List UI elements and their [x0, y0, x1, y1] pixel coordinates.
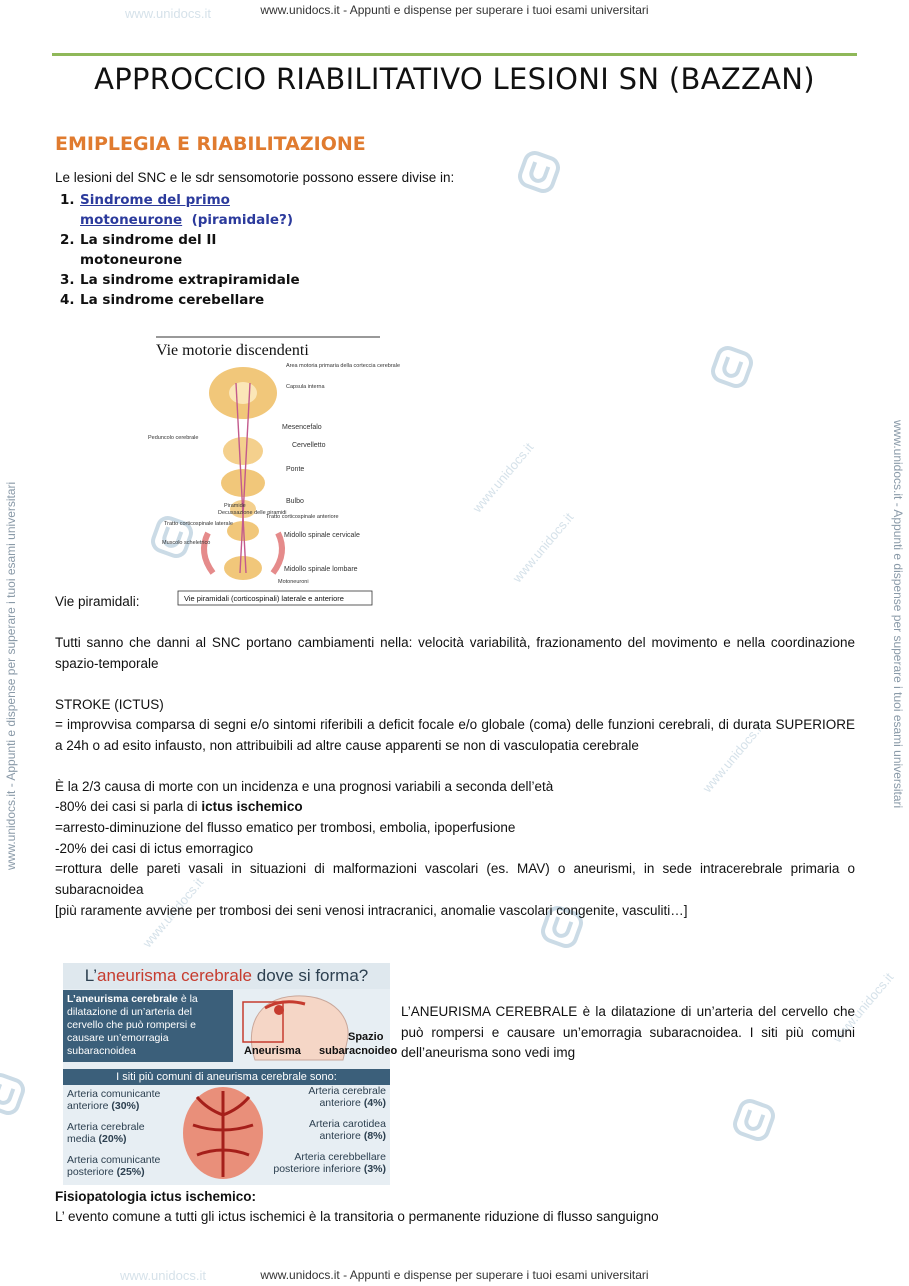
watermark-text: www.unidocs.it [509, 509, 577, 586]
bottom-banner: www.unidocs.it - Appunti e dispense per superare i tuoi esami universitari [260, 1268, 649, 1282]
section-heading: EMIPLEGIA E RIABILITAZIONE [55, 133, 366, 155]
intro-text: Le lesioni del SNC e le sdr sensomotorie possono essere divise in: [55, 170, 455, 185]
header-rule [52, 53, 857, 56]
list-item: 3. La sindrome extrapiramidale [60, 272, 300, 288]
site-item: Arteria comunicante anteriore (30%) [67, 1088, 161, 1112]
side-banner-left: www.unidocs.it - Appunti e dispense per superare i tuoi esami universitari [4, 481, 18, 870]
figure-label: Area motoria primaria della corteccia cerebrale [286, 363, 401, 369]
fisio-text: L’ evento comune a tutti gli ictus ischemici è la transitoria o permanente riduzione di flusso sanguigno [55, 1209, 659, 1224]
infographic-title: L’aneurisma cerebrale dove si forma? [63, 963, 390, 989]
ischemico-definition: =arresto-diminuzione del flusso ematico per trombosi, embolia, ipoperfusione [55, 820, 516, 835]
emorragico-definition: =rottura delle pareti vasali in situazioni di malformazioni vascolari (es. MAV) o aneurismi, in sede intracerebrale primaria o subaracnoidea [55, 861, 855, 897]
sites-left [67, 1088, 160, 1178]
figure-label: Midollo spinale lombare [284, 566, 358, 573]
watermark-logo-icon [0, 1072, 26, 1116]
watermark-logo-icon [710, 345, 754, 389]
stroke-heading: STROKE (ICTUS) [55, 697, 164, 712]
watermark-text: www.unidocs.it [699, 719, 767, 796]
sites-right [273, 1085, 386, 1175]
figure-title: Vie motorie discendenti [156, 342, 309, 359]
figure-label: Decussazione delle piramidi [218, 510, 287, 516]
syndrome-link[interactable]: Sindrome del primo [80, 192, 230, 208]
aneurisma-paragraph: L’ANEURISMA CEREBRALE è la dilatazione di un’arteria del cervello che può rompersi e causare un’emorragia subaracnoidea. I siti più comuni dell’aneurisma sono vedi img [401, 1004, 855, 1061]
label-spazio: Spazio [348, 1031, 384, 1043]
watermark-text: www.unidocs.it [125, 6, 211, 21]
figure-label: Midollo spinale cervicale [284, 532, 360, 539]
side-banner-right: www.unidocs.it - Appunti e dispense per superare i tuoi esami universitari [891, 420, 905, 809]
label-subaracnoideo: subaracnoideo [319, 1045, 398, 1057]
vie-piramidali-label: Vie piramidali: [55, 594, 140, 609]
figure-label: Cervelletto [292, 442, 326, 449]
syndrome-list [60, 190, 300, 310]
emorragico-line: -20% dei casi di ictus emorragico [55, 841, 254, 856]
list-item: 4. La sindrome cerebellare [60, 292, 265, 308]
watermark-text: www.unidocs.it [139, 874, 207, 951]
infographic-description: L’aneurisma cerebrale è la dilatazione di un’arteria del cervello che può rompersi e causare un’emorragia subaracnoidea [63, 990, 233, 1062]
aneurysm-infographic [63, 963, 398, 1185]
paragraph-cambiamenti: Tutti sanno che danni al SNC portano cambiamenti nella: velocità variabilità, frazionamento del movimento e nella coordinazione spazio-temporale [55, 635, 855, 671]
motor-pathways-figure [148, 333, 401, 607]
top-banner: www.unidocs.it - Appunti e dispense per superare i tuoi esami universitari [260, 3, 649, 17]
site-item: Arteria cerebrale anteriore (4%) [308, 1085, 386, 1109]
causa-text: È la 2/3 causa di morte con un incidenza e una prognosi variabili a seconda dell’età [55, 779, 554, 794]
fisio-heading: Fisiopatologia ictus ischemico: [55, 1189, 257, 1204]
figure-label: Muscolo scheletrico [162, 540, 211, 546]
page-title: APPROCCIO RIABILITATIVO LESIONI SN (BAZZAN) [94, 62, 815, 96]
sites-band: I siti più comuni di aneurisma cerebrale sono: [63, 1069, 390, 1085]
stroke-definition: = improvvisa comparsa di segni e/o sintomi riferibili a deficit focale e/o globale (coma) delle funzioni cerebrali, di durata SUPERIORE a 24h o ad esito infausto, non attribuibili ad altre cause apparenti se non di vasculopatia cerebrale [55, 717, 855, 753]
syndrome-link-cont[interactable]: motoneurone [80, 212, 183, 228]
watermark-logo-icon [732, 1098, 776, 1142]
figure-label: Piramide [224, 503, 246, 509]
figure-label: Capsula interna [286, 384, 325, 390]
figure-label: Tratto corticospinale anteriore [266, 514, 339, 520]
figure-label: Mesencefalo [282, 424, 322, 431]
figure-label: Tratto corticospinale laterale [164, 521, 233, 527]
figure-caption: Vie piramidali (corticospinali) laterale e anteriore [184, 594, 344, 603]
watermark-text: www.unidocs.it [829, 969, 897, 1046]
site-item: Arteria comunicante posteriore (25%) [67, 1154, 161, 1178]
site-item: Arteria cerebrale media (20%) [67, 1121, 145, 1145]
syndrome-note: (piramidale?) [191, 212, 294, 228]
raramente-text: [più raramente avviene per trombosi dei seni venosi intracranici, anomalie vascolari congenite, vasculiti…] [55, 903, 688, 918]
label-aneurisma: Aneurisma [244, 1045, 301, 1057]
brain-arteries-icon [173, 1085, 273, 1183]
watermark-text: www.unidocs.it [469, 439, 537, 516]
figure-label: Motoneuroni [278, 579, 309, 585]
figure-label: Ponte [286, 466, 305, 473]
list-item: 2. La sindrome del II motoneurone [60, 232, 217, 268]
watermark-text: www.unidocs.it [120, 1268, 206, 1283]
list-item: 1. Sindrome del primo motoneurone (piramidale?) [60, 192, 294, 228]
site-item: Arteria cerebbellare posteriore inferiore (3%) [273, 1151, 386, 1175]
ischemico-line: -80% dei casi si parla di ictus ischemico [55, 799, 303, 814]
site-item: Arteria carotidea anteriore (8%) [308, 1118, 386, 1142]
figure-label: Bulbo [286, 498, 304, 505]
figure-label: Peduncolo cerebrale [148, 435, 199, 441]
